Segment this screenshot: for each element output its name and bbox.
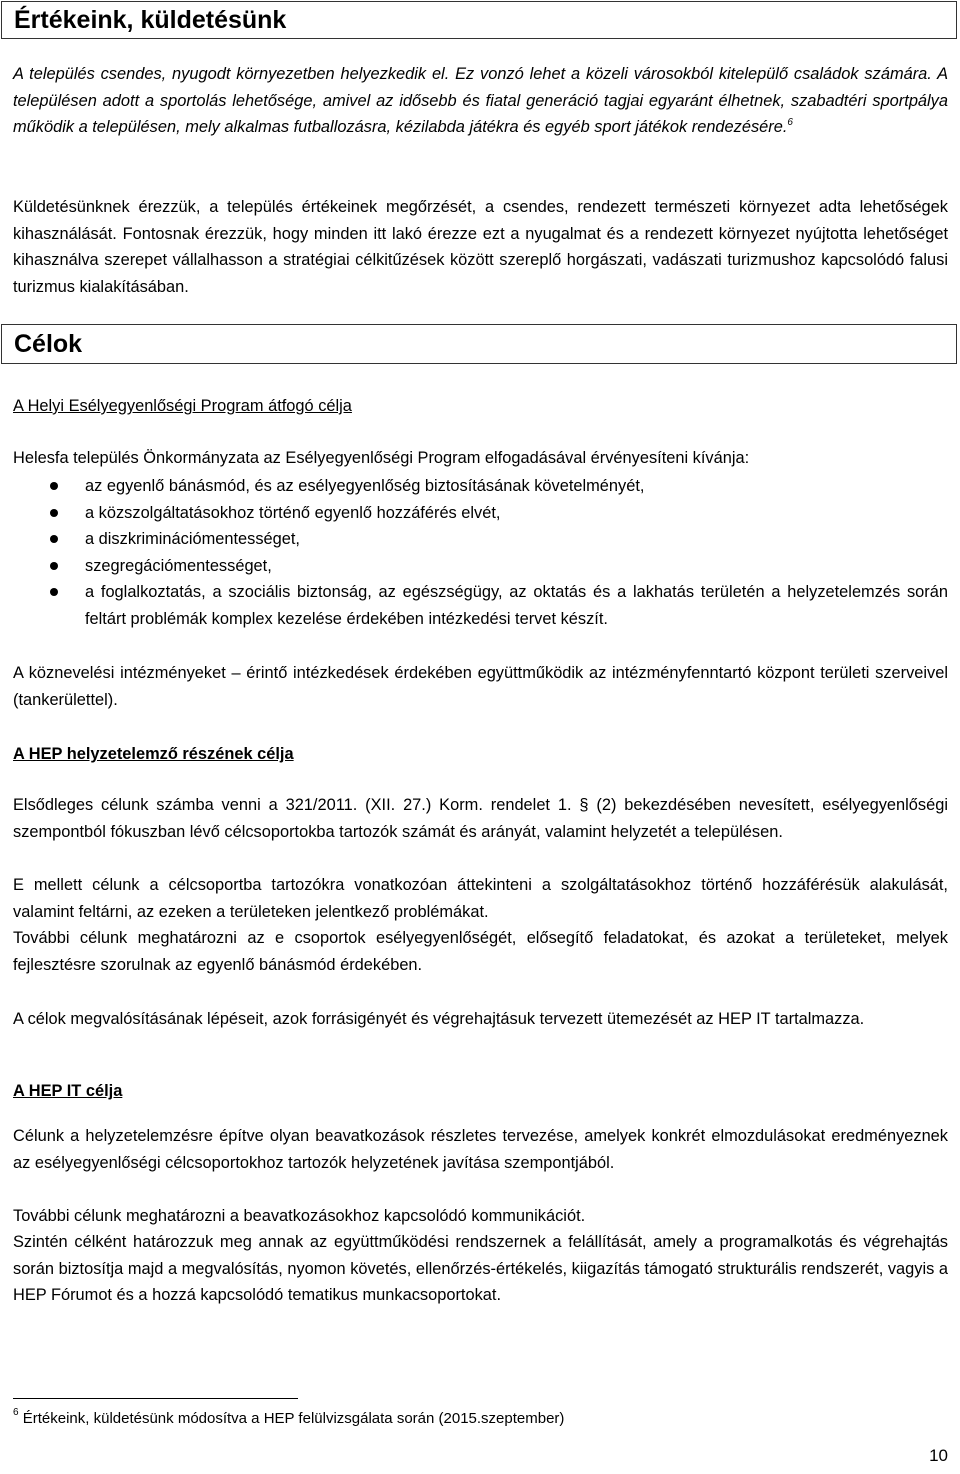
paragraph-education-institutions: A köznevelési intézményeket – érintő intézkedések érdekében együttműködik az intézményfenntartó központ területi szerveivel (tankerülettel).: [13, 664, 948, 709]
bullet-icon: [50, 509, 58, 517]
list-item: a diszkriminációmentességet,: [0, 526, 948, 553]
footnote-text: Értékeink, küldetésünk módosítva a HEP felülvizsgálata során (2015.szeptember): [22, 1410, 565, 1427]
section-heading-celok: [1, 324, 957, 364]
footnote: [13, 1408, 564, 1430]
paragraph-hep-access-goal: E mellett célunk a célcsoportba tartozókra vonatkozóan áttekinteni a szolgáltatásokhoz történő hozzáférésük alakulását, valamint feltárni, az ezeken a területeken jelentkező problémákat.: [13, 876, 948, 921]
list-item: a foglalkoztatás, a szociális biztonság, az egészségügy, az oktatás és a lakhatás területén a helyzetelemzés során feltárt problémák komplex kezelése érdekében intézkedési tervet készít.: [0, 579, 948, 632]
paragraph-village-description: A település csendes, nyugodt környezetben helyezkedik el. Ez vonzó lehet a közeli városokból kitelepülő családok számára. A településen adott a sportolás lehetősége, amivel az idősebb és fiatal generáció tagjai egyaránt élhetnek, szabadtéri sportpálya működik a településen, mely alkalmas futballozásra, kézilabda játékra és egyéb sport játékok rendezésére.$^6$: [13, 65, 948, 137]
subheading-hep-it-goal: A HEP IT célja: [13, 1082, 123, 1100]
paragraph-program-intro: Helesfa település Önkormányzata az Esélyegyenlőségi Program elfogadásával érvényesíteni kívánja:: [13, 449, 750, 467]
bullet-icon: [50, 535, 58, 543]
bullet-icon: [50, 562, 58, 570]
list-item: szegregációmentességet,: [0, 553, 948, 580]
paragraph-mission: Küldetésünknek érezzük, a település értékeinek megőrzését, a csendes, rendezett természeti környezet adta lehetőségek kihasználását. Fontosnak érezzük, hogy minden itt lakó érezze ezt a nyugalmat és a rendezett környezet nyújtotta lehetőséget kihasználva szerepet vállalhasson a stratégiai célkitűzések között szereplő horgászati, vadászati turizmushoz kapcsolódó falusi turizmus kialakításában.: [13, 198, 948, 296]
page-number: 10: [929, 1446, 948, 1465]
section-heading-ertekeink: [1, 1, 957, 39]
section-heading-text: Értékeink, küldetésünk: [14, 5, 287, 34]
subheading-hep-analysis-goal: A HEP helyzetelemző részének célja: [13, 745, 294, 763]
section-heading-text: Célok: [14, 329, 83, 358]
footnote-number: 6: [13, 1407, 19, 1418]
list-item: az egyenlő bánásmód, és az esélyegyenlőség biztosításának követelményét,: [0, 473, 948, 500]
paragraph-it-cooperation: Szintén célként határozzuk meg annak az együttműködési rendszernek a felállítását, amely a programalkotás és végrehajtás során biztosítja majd a megvalósítás, nyomon követés, ellenőrzés-értékelés, kiigazítás támogató strukturális rendszerét, vagyis a HEP Fórumot és a hozzá kapcsolódó tematikus munkacsoportokat.: [13, 1233, 948, 1305]
goals-bullet-list: [0, 473, 948, 633]
footnote-separator: [13, 1398, 298, 1399]
paragraph-it-goal: Célunk a helyzetelemzésre építve olyan beavatkozások részletes tervezése, amelyek konkrét elmozdulásokat eredményeznek az esélyegyenlőségi célcsoportokhoz tartozók helyzetének javítása szempontjából.: [13, 1127, 948, 1172]
paragraph-it-communication: További célunk meghatározni a beavatkozásokhoz kapcsolódó kommunikációt.: [13, 1207, 586, 1225]
paragraph-goals-implementation: A célok megvalósításának lépéseit, azok forrásigényét és végrehajtásuk tervezett ütemezését az HEP IT tartalmazza.: [13, 1010, 865, 1028]
footnote-reference[interactable]: 6: [787, 117, 793, 129]
paragraph-hep-further-goal: További célunk meghatározni az e csoportok esélyegyenlőségét, elősegítő feladatokat, és azokat a területeket, melyek fejlesztésre szorulnak az egyenlő bánásmód érdekében.: [13, 929, 948, 974]
bullet-icon: [50, 588, 58, 596]
subheading-program-goal: A Helyi Esélyegyenlőségi Program átfogó célja: [13, 397, 352, 415]
paragraph-hep-primary-goal: Elsődleges célunk számba venni a 321/2011. (XII. 27.) Korm. rendelet 1. § (2) bekezdésében nevesített, esélyegyenlőségi szempontból fókuszban lévő célcsoportokba tartozók számát és arányát, valamint helyzetét a településen.: [13, 796, 948, 841]
list-item: a közszolgáltatásokhoz történő egyenlő hozzáférés elvét,: [0, 500, 948, 527]
bullet-icon: [50, 482, 58, 490]
